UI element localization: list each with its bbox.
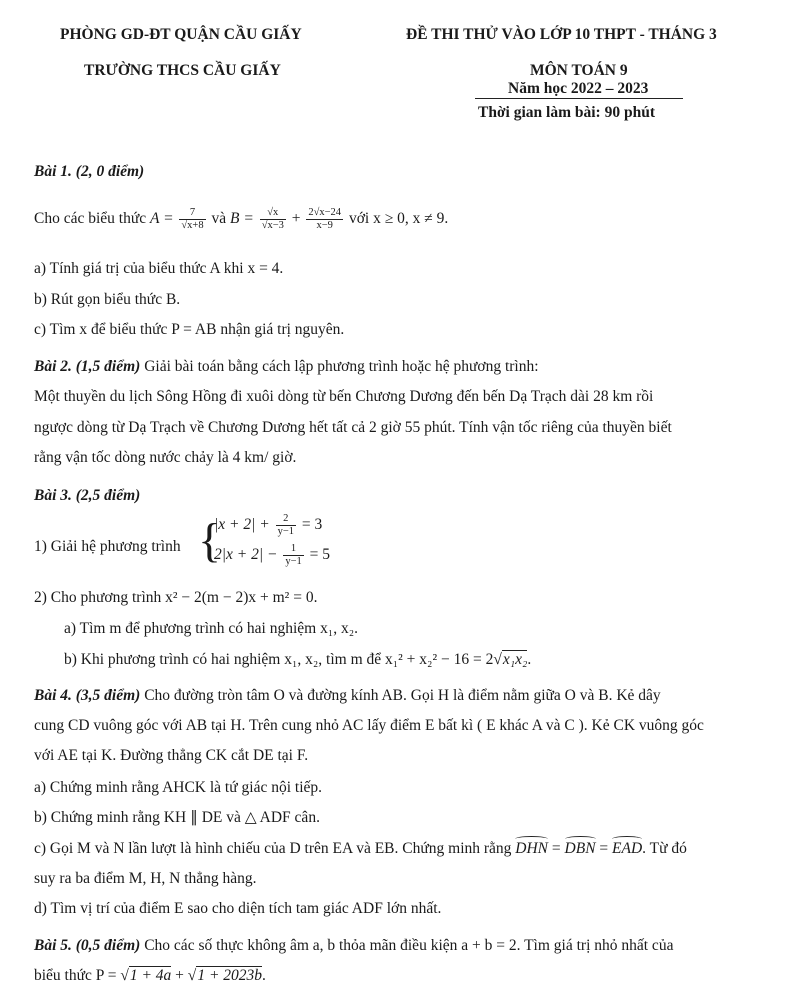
bai1-part-c: c) Tìm x để biểu thức P = AB nhận giá trị nguyên. <box>34 321 345 338</box>
frac-b1 <box>260 207 286 232</box>
bai5-plus: + <box>171 967 188 984</box>
bai3-q2a: a) Tìm m để phương trình có hai nghiệm x₁, x₂. <box>64 620 359 637</box>
department-name: PHÒNG GD-ĐT QUẬN CẦU GIẤY <box>60 26 302 43</box>
frac-b1-den: √x−3 <box>261 220 284 231</box>
bai4-title: Bài 4. (3,5 điểm) <box>34 687 141 704</box>
bai4-part-c <box>34 839 776 859</box>
eq1-frac <box>276 513 296 538</box>
bai2-line2: ngược dòng từ Dạ Trạch về Chương Dương hết tất cả 2 giờ 55 phút. Tính vận tốc riêng của thuyền biết <box>34 419 672 436</box>
bai4-part-d: d) Tìm vị trí của điểm E sao cho diện tích tam giác ADF lớn nhất. <box>34 900 442 917</box>
bai4-line3: với AE tại K. Đường thẳng CK cắt DE tại F. <box>34 747 309 764</box>
frac-b2-den: x−9 <box>316 220 333 231</box>
eq-sign-2: = <box>599 840 609 857</box>
bai1-heading <box>34 162 776 182</box>
bai3-q1-label: 1) Giải hệ phương trình <box>34 538 181 555</box>
bai5-line2: biểu thức P = √1 + 4a + √1 + 2023b. <box>34 967 266 984</box>
school-name: TRƯỜNG THCS CẦU GIẤY <box>84 62 281 79</box>
bai4-lead: Cho đường tròn tâm O và đường kính AB. Gọi H là điểm nằm giữa O và B. Kẻ dây <box>140 687 661 704</box>
bai1-plus: + <box>291 210 301 228</box>
bai4-line2: cung CD vuông góc với AB tại H. Trên cung nhỏ AC lấy điểm E bất kì ( E khác A và C ). Kẻ CK vuông góc <box>34 717 704 734</box>
header-rule <box>475 98 683 99</box>
bai1-part-a: a) Tính giá trị của biểu thức A khi x = 4. <box>34 260 284 277</box>
bai4-part-a: a) Chứng minh rằng AHCK là tứ giác nội tiếp. <box>34 779 323 796</box>
bai5-sqrt2: 1 + 2023b <box>197 967 263 984</box>
frac-a <box>179 207 205 232</box>
bai5-line2-pre: biểu thức P = <box>34 967 121 984</box>
time-limit: Thời gian làm bài: 90 phút <box>478 104 655 121</box>
bai5-title: Bài 5. (0,5 điểm) <box>34 937 141 954</box>
bai1-and: và <box>211 210 227 228</box>
bai5-line2-end: . <box>262 967 266 984</box>
eq1-frac-den: y−1 <box>277 526 294 537</box>
bai1-condition: với x ≥ 0, x ≠ 9. <box>348 210 449 228</box>
eq1-right: = 3 <box>301 516 323 534</box>
eq1-frac-num: 2 <box>276 513 296 526</box>
bai3-q2: 2) Cho phương trình x² − 2(m − 2)x + m² = 0. <box>34 589 318 606</box>
bai2-heading <box>34 357 776 377</box>
bai4-heading <box>34 686 776 706</box>
system-eq1 <box>214 513 322 538</box>
bai5-heading <box>34 936 776 956</box>
eq2-frac-num: 1 <box>283 543 303 556</box>
eq-sign-1: = <box>551 840 561 857</box>
bai2-line1: Một thuyền du lịch Sông Hồng đi xuôi dòng từ bến Chương Dương đến bến Dạ Trạch dài 28 km rồi <box>34 388 654 405</box>
arc-dbn: DBN <box>564 840 596 857</box>
bai5-lead: Cho các số thực không âm a, b thỏa mãn điều kiện a + b = 2. Tìm giá trị nhỏ nhất của <box>140 937 674 954</box>
bai2-line3: rằng vận tốc dòng nước chảy là 4 km/ giờ. <box>34 449 297 466</box>
bai1-part-b: b) Rút gọn biểu thức B. <box>34 291 181 308</box>
subject: MÔN TOÁN 9 <box>530 62 628 79</box>
system-eq2 <box>214 543 330 568</box>
frac-b2 <box>306 207 343 232</box>
frac-b1-num: √x <box>260 207 286 220</box>
frac-a-den: √x+8 <box>181 220 204 231</box>
bai1-intro-prefix: Cho các biểu thức <box>34 210 147 228</box>
bai4-c-pre: c) Gọi M và N lần lượt là hình chiếu của D trên EA và EB. Chứng minh rằng <box>34 840 512 857</box>
bai5-sqrt1: 1 + 4a <box>129 967 172 984</box>
arc-dhn: DHN <box>515 840 549 857</box>
eq1-left: |x + 2| + <box>214 516 270 534</box>
arc-ead: EAD <box>612 840 643 857</box>
bai2-lead: Giải bài toán bằng cách lập phương trình hoặc hệ phương trình: <box>140 358 539 375</box>
bai1-expr-a: A = <box>150 210 174 228</box>
bai1-points: (2, 0 điểm) <box>75 163 145 180</box>
eq2-frac-den: y−1 <box>285 556 302 567</box>
bai1-expr-b: B = <box>230 210 254 228</box>
bai3-q2b: b) Khi phương trình có hai nghiệm x₁, x₂, tìm m để x₁² + x₂² − 16 = 2√x₁x₂. <box>64 651 532 668</box>
bai1-intro <box>34 207 776 232</box>
frac-b2-num: 2√x−24 <box>308 207 342 218</box>
bai3-q2b-sqrt: x₁x₂ <box>502 651 528 668</box>
eq2-left: 2|x + 2| − <box>214 546 278 564</box>
school-year: Năm học 2022 – 2023 <box>508 80 649 97</box>
bai3-q2b-end: . <box>527 651 532 668</box>
bai2-title: Bài 2. (1,5 điểm) <box>34 358 141 375</box>
exam-title: ĐỀ THI THỬ VÀO LỚP 10 THPT - THÁNG 3 <box>406 26 717 43</box>
bai1-title: Bài 1. <box>34 163 72 180</box>
bai4-c-post: . Từ đó <box>642 840 687 857</box>
bai3-heading <box>34 486 776 506</box>
bai3-q2b-pre: b) Khi phương trình có hai nghiệm x₁, x₂, tìm m để x₁² + x₂² − 16 = 2 <box>64 651 494 668</box>
frac-a-num: 7 <box>179 207 205 220</box>
eq2-right: = 5 <box>309 546 330 564</box>
bai4-part-c-line2: suy ra ba điểm M, H, N thẳng hàng. <box>34 870 257 887</box>
eq2-frac <box>283 543 303 568</box>
left-brace: { <box>198 514 222 567</box>
bai4-part-b: b) Chứng minh rằng KH ∥ DE và △ ADF cân. <box>34 809 320 826</box>
bai3-title: Bài 3. (2,5 điểm) <box>34 487 141 504</box>
